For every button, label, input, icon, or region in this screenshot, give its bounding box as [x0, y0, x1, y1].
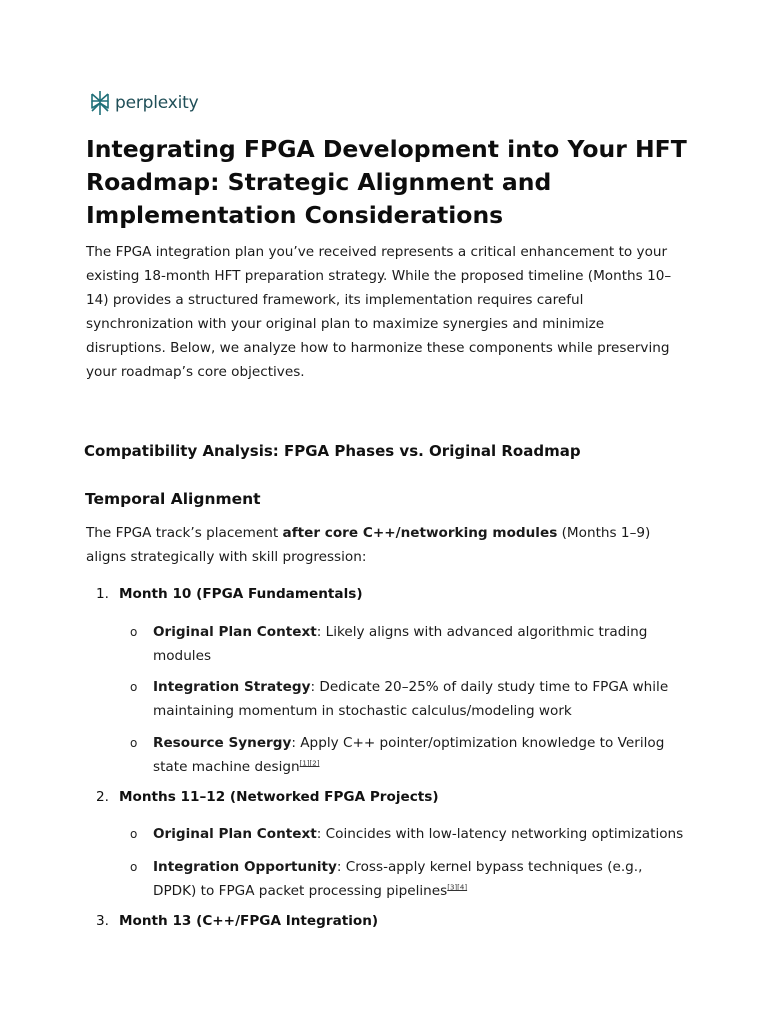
logo-text: perplexity	[115, 93, 199, 113]
list-item	[96, 789, 439, 805]
list-number: 2.	[96, 789, 109, 805]
bullet-icon: o	[130, 860, 138, 874]
list-number: 1.	[96, 586, 109, 602]
sub-item-term: Integration Strategy	[153, 679, 311, 695]
document-title: Integrating FPGA Development into Your HFT Roadmap: Strategic Alignment and Implementation Considerations	[86, 135, 687, 229]
sub-item-text: : Coincides with low-latency networking optimizations	[316, 826, 684, 842]
perplexity-logo-icon	[89, 90, 111, 116]
bullet-icon: o	[130, 680, 138, 694]
sub-item-term: Resource Synergy	[153, 735, 292, 751]
list-item	[96, 913, 378, 929]
bullet-icon: o	[130, 625, 138, 639]
list-item-label: Months 11–12 (Networked FPGA Projects)	[119, 789, 439, 805]
bullet-icon: o	[130, 736, 138, 750]
para-text: The FPGA track’s placement	[86, 525, 283, 541]
citation-link[interactable]: [1][2]	[299, 759, 320, 768]
sub-list-item	[130, 675, 690, 723]
sub-list-item	[130, 855, 690, 903]
list-item-label: Month 10 (FPGA Fundamentals)	[119, 586, 363, 602]
citation-link[interactable]: [3][4]	[447, 883, 468, 892]
para-bold-text: after core C++/networking modules	[282, 525, 558, 541]
sub-item-text: : Likely aligns with advanced algorithmic trading modules	[153, 624, 648, 664]
sub-item-term: Original Plan Context	[153, 826, 317, 842]
sub-item-term: Original Plan Context	[153, 624, 317, 640]
list-item	[96, 586, 363, 602]
sub-item-text: : Apply C++ pointer/optimization knowledge to Verilog state machine design	[153, 735, 665, 775]
bullet-icon: o	[130, 827, 138, 841]
alignment-paragraph	[86, 521, 686, 569]
subsection-heading: Temporal Alignment	[85, 490, 261, 508]
sub-item-text: : Dedicate 20–25% of daily study time to FPGA while maintaining momentum in stochastic calculus/modeling work	[153, 679, 669, 719]
sub-item-term: Integration Opportunity	[153, 859, 337, 875]
section-heading: Compatibility Analysis: FPGA Phases vs. Original Roadmap	[84, 442, 581, 460]
sub-list-item	[130, 731, 690, 779]
sub-list-item	[130, 620, 690, 668]
intro-paragraph: The FPGA integration plan you’ve received represents a critical enhancement to your existing 18-month HFT preparation strategy. While the proposed timeline (Months 10–14) provides a structured framework, its implementation requires careful synchronization with your original plan to maximize synergies and minimize disruptions. Below, we analyze how to harmonize these components while preserving your roadmap’s core objectives.	[86, 244, 672, 380]
sub-item-text: : Cross-apply kernel bypass techniques (e.g., DPDK) to FPGA packet processing pipelines	[153, 859, 643, 899]
perplexity-logo	[89, 90, 198, 116]
sub-list-item	[130, 822, 690, 846]
list-item-label: Month 13 (C++/FPGA Integration)	[119, 913, 379, 929]
list-number: 3.	[96, 913, 109, 929]
para-text: (Months 1–9) aligns strategically with skill progression:	[86, 525, 651, 565]
